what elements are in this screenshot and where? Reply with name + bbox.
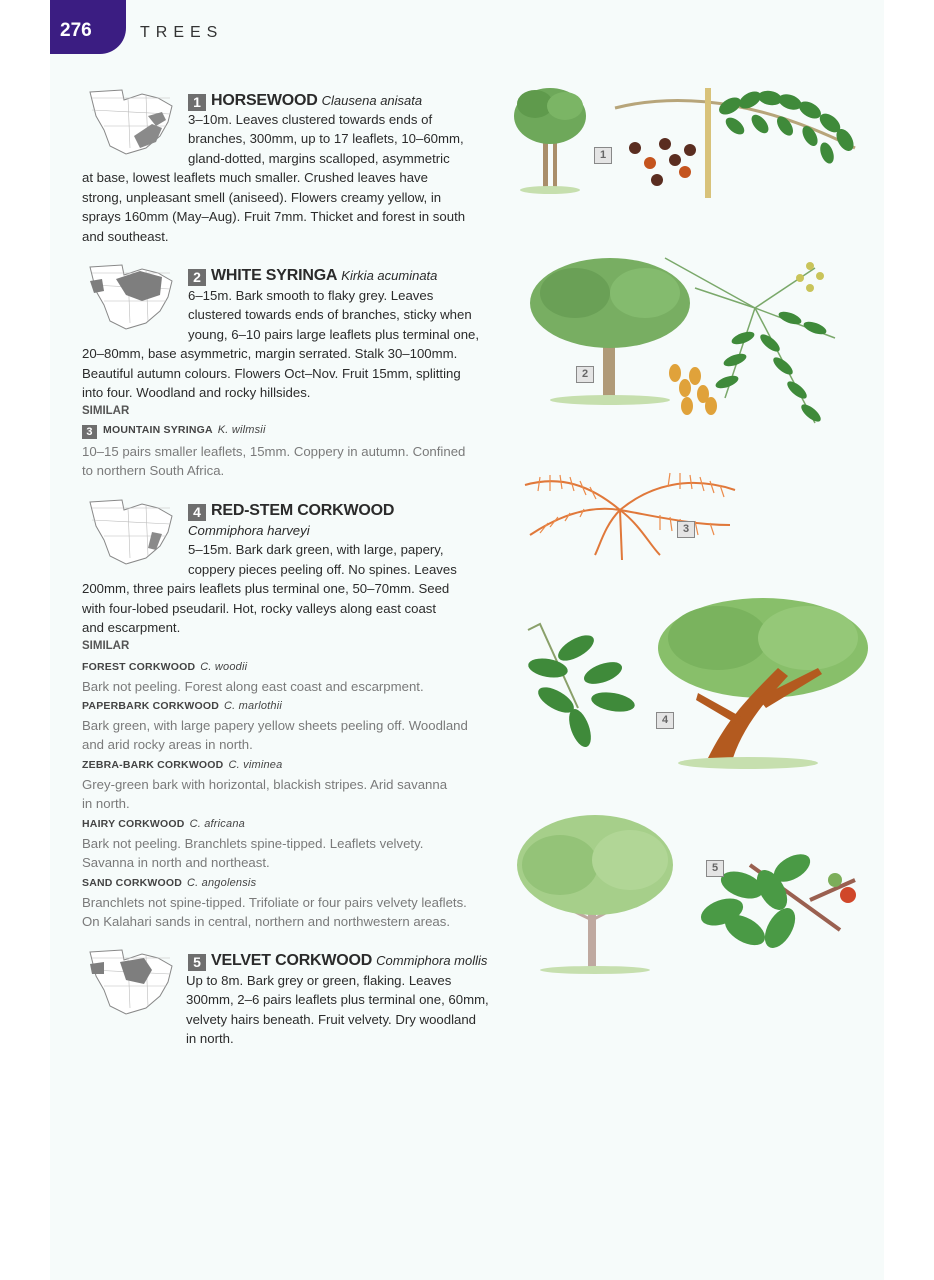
similar-species-heading bbox=[82, 424, 266, 439]
tree-illustration bbox=[658, 598, 868, 769]
entry-number-box: 3 bbox=[82, 425, 97, 439]
illustration-red-stem-corkwood bbox=[518, 598, 870, 776]
entry-text-line: young, 6–10 pairs large leaflets plus terminal one, bbox=[188, 327, 480, 342]
similar-label: SIMILAR bbox=[82, 640, 130, 652]
entry-heading-horsewood bbox=[188, 91, 422, 111]
similar-text-line: and arid rocky areas in north. bbox=[82, 737, 253, 752]
tree-illustration bbox=[517, 815, 673, 974]
illustration-label: 5 bbox=[706, 860, 724, 877]
entry-number-box: 4 bbox=[188, 504, 206, 521]
entry-number-box: 1 bbox=[188, 94, 206, 111]
entry-text-line: and southeast. bbox=[82, 229, 169, 244]
entry-scientific-name: Kirkia acuminata bbox=[341, 268, 438, 283]
entry-text-line: at base, lowest leaflets much smaller. Crushed leaves have bbox=[82, 170, 428, 185]
entry-scientific-name: Commiphora harveyi bbox=[188, 523, 310, 538]
entry-text-line: 3–10m. Leaves clustered towards ends of bbox=[188, 112, 433, 127]
distribution-map-velvet-corkwood bbox=[82, 946, 177, 1018]
similar-text-line: 10–15 pairs smaller leaflets, 15mm. Coppery in autumn. Confined bbox=[82, 444, 466, 459]
entry-text-line: 6–15m. Bark smooth to flaky grey. Leaves bbox=[188, 288, 434, 303]
entry-heading-red-stem-corkwood bbox=[188, 501, 394, 521]
illustration-label: 2 bbox=[576, 366, 594, 383]
entry-number-box: 5 bbox=[188, 954, 206, 971]
similar-text-line: to northern South Africa. bbox=[82, 463, 225, 478]
entry-text-line: and escarpment. bbox=[82, 620, 181, 635]
page-edge bbox=[884, 0, 934, 1280]
similar-common-name: HAIRY CORKWOOD bbox=[82, 818, 185, 830]
entry-text-line: coppery pieces peeling off. No spines. Leaves bbox=[188, 562, 457, 577]
entry-text-line: 5–15m. Bark dark green, with large, papery, bbox=[188, 542, 444, 557]
tree-illustration bbox=[530, 258, 690, 405]
similar-text-line: Bark not peeling. Branchlets spine-tipped. Leaflets velvety. bbox=[82, 836, 424, 851]
illustration-label: 3 bbox=[677, 521, 695, 538]
entry-text-line: gland-dotted, margins scalloped, asymmetric bbox=[188, 151, 450, 166]
similar-text-line: Bark green, with large papery yellow sheets peeling off. Woodland bbox=[82, 718, 468, 733]
leaf-spray-illustration bbox=[665, 258, 835, 423]
similar-label: SIMILAR bbox=[82, 405, 130, 417]
similar-species-heading bbox=[82, 759, 282, 771]
similar-common-name: PAPERBARK CORKWOOD bbox=[82, 700, 219, 712]
entry-text-line: with four-lobed pseudaril. Hot, rocky valleys along east coast bbox=[82, 601, 437, 616]
similar-text-line: On Kalahari sands in central, northern and northwestern areas. bbox=[82, 914, 450, 929]
similar-scientific-name: C. angolensis bbox=[187, 877, 257, 889]
similar-text-line: Grey-green bark with horizontal, blackish stripes. Arid savanna bbox=[82, 777, 448, 792]
entry-common-name: HORSEWOOD bbox=[211, 92, 318, 109]
distribution-map-horsewood bbox=[82, 86, 177, 158]
entry-common-name: WHITE SYRINGA bbox=[211, 267, 338, 284]
entry-common-name: RED-STEM CORKWOOD bbox=[211, 502, 395, 519]
branch-illustration bbox=[615, 88, 857, 198]
similar-text-line: Branchlets not spine-tipped. Trifoliate or four pairs velvety leaflets. bbox=[82, 895, 467, 910]
similar-species-heading bbox=[82, 661, 247, 673]
entry-text-line: branches, 300mm, up to 17 leaflets, 10–60mm, bbox=[188, 131, 464, 146]
similar-common-name: ZEBRA-BARK CORKWOOD bbox=[82, 759, 224, 771]
similar-text-line: Bark not peeling. Forest along east coast and escarpment. bbox=[82, 679, 424, 694]
similar-scientific-name: C. woodii bbox=[200, 661, 248, 673]
section-title: TREES bbox=[140, 24, 224, 41]
illustration-label: 1 bbox=[594, 147, 612, 164]
similar-species-heading bbox=[82, 818, 245, 830]
entry-text-line: strong, unpleasant smell (aniseed). Flowers creamy yellow, in bbox=[82, 190, 442, 205]
similar-species-heading bbox=[82, 877, 256, 889]
entry-text-line: 300mm, 2–6 pairs leaflets plus terminal one, 60mm, bbox=[186, 992, 489, 1007]
illustration-mountain-syringa bbox=[520, 455, 745, 560]
entry-text-line: clustered towards ends of branches, sticky when bbox=[188, 307, 472, 322]
entry-scientific-name: Clausena anisata bbox=[321, 93, 423, 108]
illustration-horsewood bbox=[505, 78, 865, 208]
similar-scientific-name: C. africana bbox=[189, 818, 245, 830]
entry-text-line: 20–80mm, base asymmetric, margin serrated. Stalk 30–100mm. bbox=[82, 346, 458, 361]
page-number: 276 bbox=[60, 20, 92, 41]
entry-heading-white-syringa bbox=[188, 266, 437, 286]
similar-scientific-name: C. viminea bbox=[228, 759, 283, 771]
distribution-map-red-stem-corkwood bbox=[82, 496, 177, 568]
illustration-white-syringa bbox=[515, 248, 850, 443]
similar-common-name: FOREST CORKWOOD bbox=[82, 661, 196, 673]
similar-scientific-name: C. marlothii bbox=[224, 700, 283, 712]
entry-text-line: Up to 8m. Bark grey or green, flaking. Leaves bbox=[186, 973, 452, 988]
tree-illustration bbox=[514, 88, 586, 194]
similar-text-line: in north. bbox=[82, 796, 130, 811]
similar-species-heading bbox=[82, 700, 282, 712]
similar-scientific-name: K. wilmsii bbox=[217, 424, 266, 436]
entry-text-line: Beautiful autumn colours. Flowers Oct–Nov. Fruit 15mm, splitting bbox=[82, 366, 461, 381]
similar-text-line: Savanna in north and northeast. bbox=[82, 855, 270, 870]
entry-number-box: 2 bbox=[188, 269, 206, 286]
entry-scientific-name: Commiphora mollis bbox=[376, 953, 488, 968]
leaf-illustration bbox=[527, 624, 636, 750]
similar-common-name: SAND CORKWOOD bbox=[82, 877, 183, 889]
illustration-label: 4 bbox=[656, 712, 674, 729]
distribution-map-white-syringa bbox=[82, 261, 177, 333]
entry-text-line: in north. bbox=[186, 1031, 234, 1046]
entry-text-line: sprays 160mm (May–Aug). Fruit 7mm. Thicket and forest in south bbox=[82, 209, 466, 224]
similar-common-name: MOUNTAIN SYRINGA bbox=[103, 424, 213, 436]
entry-text-line: into four. Woodland and rocky hillsides. bbox=[82, 385, 311, 400]
illustration-velvet-corkwood bbox=[510, 810, 865, 975]
entry-heading-velvet-corkwood bbox=[188, 951, 487, 971]
entry-text-line: velvety hairs beneath. Fruit velvety. Dry woodland bbox=[186, 1012, 477, 1027]
entry-text-line: 200mm, three pairs leaflets plus terminal one, 50–70mm. Seed bbox=[82, 581, 450, 596]
entry-common-name: VELVET CORKWOOD bbox=[211, 952, 373, 969]
